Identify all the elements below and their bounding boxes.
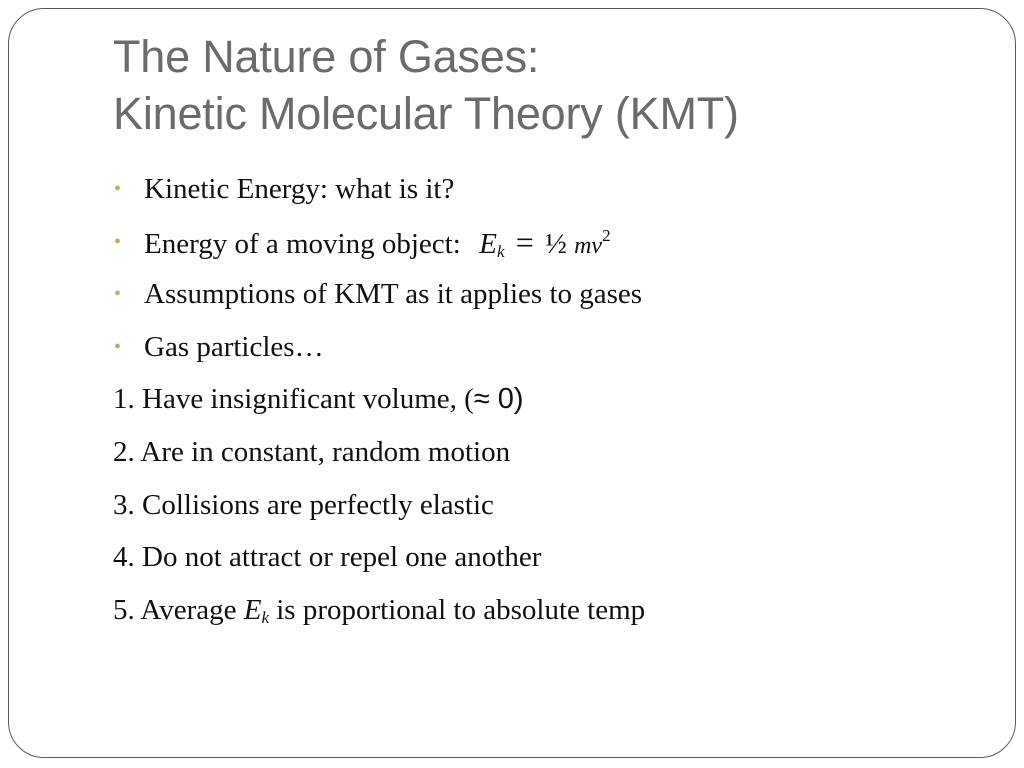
approx-zero: ≈ 0) — [473, 383, 524, 416]
symbol-sub-k: k — [261, 607, 269, 627]
mv-squared — [574, 225, 611, 259]
bullet-item — [113, 271, 993, 324]
bullet-text: Assumptions of KMT as it applies to gases — [144, 278, 643, 311]
bullet-text: Energy of a moving object: — [144, 227, 461, 260]
kinetic-energy-symbol — [244, 594, 269, 626]
half-fraction: ½ — [545, 227, 567, 260]
numbered-item — [113, 587, 993, 640]
bullet-text: Kinetic Energy: what is it? — [144, 173, 455, 205]
item-text: is proportional to absolute temp — [276, 593, 646, 626]
numbered-item — [113, 482, 993, 535]
bullet-dot-icon: • — [114, 335, 122, 358]
bullet-text: Gas particles… — [144, 330, 324, 363]
equals-sign: = — [515, 223, 534, 260]
slide-title — [113, 28, 739, 142]
item-number: 4. — [113, 541, 135, 574]
item-text: Are in constant, random motion — [140, 435, 511, 468]
symbol-e: E — [479, 227, 497, 260]
item-number: 1. — [113, 383, 135, 416]
bullet-item — [113, 166, 993, 219]
symbol-mv: mv — [574, 232, 603, 259]
numbered-item — [113, 534, 993, 587]
bullet-item — [113, 324, 993, 377]
numbered-item — [113, 376, 993, 429]
numbered-item — [113, 429, 993, 482]
title-line-2: Kinetic Molecular Theory (KMT) — [113, 88, 739, 139]
symbol-sub-k: k — [497, 241, 505, 261]
bullet-dot-icon: • — [114, 178, 122, 200]
item-number: 2. — [113, 435, 135, 468]
item-text: Collisions are perfectly elastic — [142, 488, 494, 521]
bullet-dot-icon: • — [114, 283, 122, 306]
item-text: Average — [140, 593, 237, 626]
item-number: 5. — [113, 593, 135, 626]
item-number: 3. — [113, 488, 135, 521]
item-text: Have insignificant volume, ( — [142, 383, 474, 416]
symbol-e: E — [243, 593, 262, 626]
slide-body — [113, 166, 993, 639]
bullet-item — [113, 219, 993, 272]
item-text: Do not attract or repel one another — [142, 541, 542, 574]
kinetic-energy-symbol — [479, 228, 504, 260]
bullet-dot-icon: • — [114, 230, 122, 253]
title-line-1: The Nature of Gases: — [113, 31, 540, 82]
exponent-2: 2 — [602, 225, 611, 245]
